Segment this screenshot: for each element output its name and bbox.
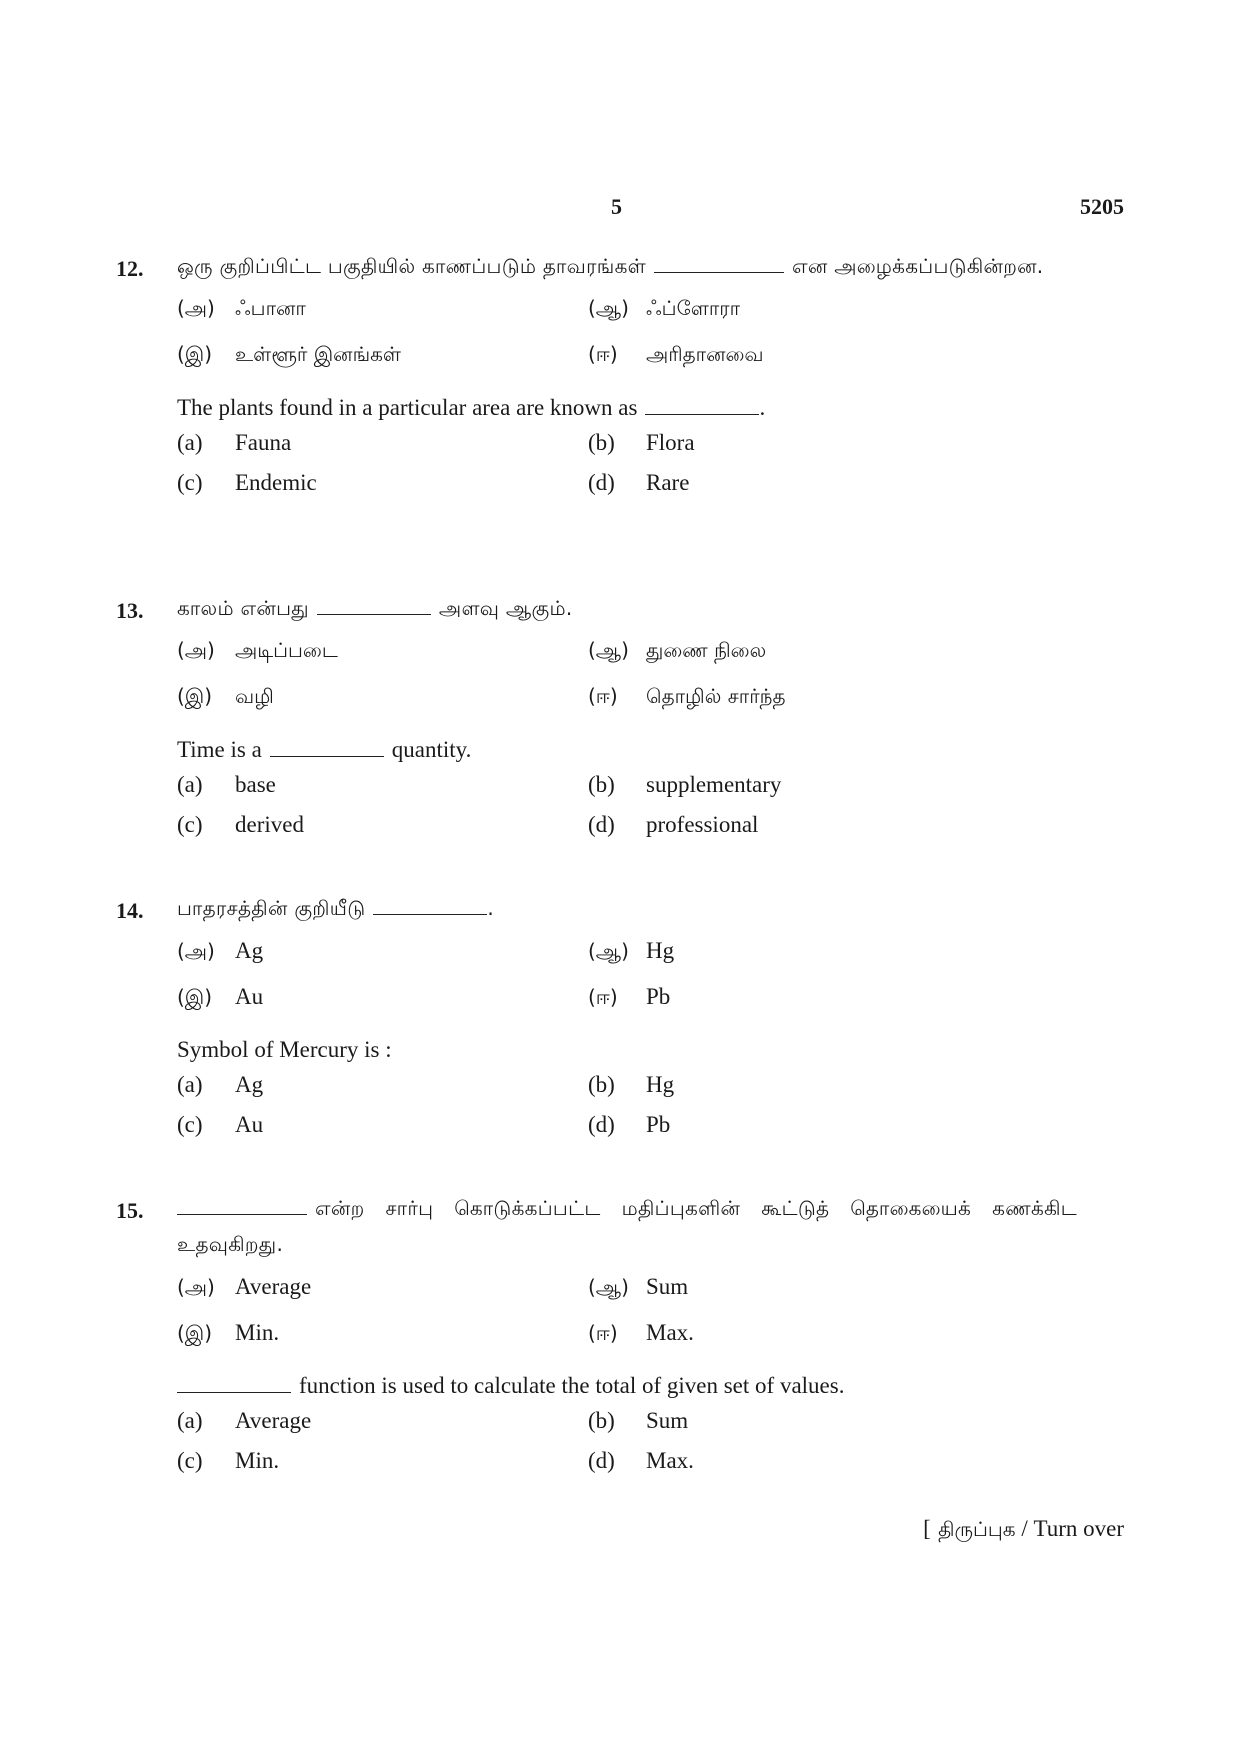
option-label: (ஈ) <box>588 985 618 1009</box>
option-label: (இ) <box>177 342 213 366</box>
option-text: ஃபானா <box>235 296 306 320</box>
option-label: (அ) <box>177 1275 215 1299</box>
option-text: Hg <box>646 938 675 963</box>
english-option <box>177 772 276 798</box>
option-text: Rare <box>646 470 690 495</box>
english-stem-end: quantity. <box>391 737 472 762</box>
tamil-option <box>588 684 786 711</box>
answer-blank <box>317 600 431 615</box>
tamil-option <box>588 638 766 665</box>
english-stem-end: function is used to calculate the total of given set of values. <box>299 1373 845 1398</box>
english-question-text <box>177 390 1077 426</box>
english-options-row <box>177 1072 1077 1112</box>
tamil-stem-end: அளவு ஆகும். <box>438 596 573 620</box>
option-text: ஃப்ளோரா <box>646 296 741 320</box>
tamil-stem-end: . <box>487 896 495 920</box>
option-label: (d) <box>588 470 615 495</box>
english-stem-end: . <box>759 395 766 420</box>
english-option <box>177 1112 263 1138</box>
english-options-row <box>177 1112 1077 1152</box>
option-label: (d) <box>588 1448 615 1473</box>
english-options-row <box>177 772 1077 812</box>
footer-bracket: [ <box>923 1516 931 1541</box>
option-label: (ஆ) <box>588 1275 629 1299</box>
option-label: (c) <box>177 812 203 837</box>
english-option <box>588 430 695 456</box>
option-label: (d) <box>588 812 615 837</box>
option-text: Au <box>235 984 264 1009</box>
option-label: (a) <box>177 430 203 455</box>
option-text: Hg <box>646 1072 675 1097</box>
option-label: (அ) <box>177 296 215 320</box>
question-number: 14. <box>116 898 144 923</box>
option-text: Au <box>235 1112 264 1137</box>
tamil-options-row <box>177 684 1077 730</box>
option-text: Fauna <box>235 430 292 455</box>
question-body <box>177 248 1077 510</box>
english-question-text <box>177 1368 1077 1404</box>
answer-blank <box>654 258 784 273</box>
tamil-option <box>588 1274 688 1302</box>
answer-blank <box>177 1200 307 1215</box>
option-label: (இ) <box>177 985 213 1009</box>
tamil-options-row <box>177 342 1077 388</box>
turn-over-note <box>923 1516 1124 1544</box>
tamil-options-row <box>177 984 1077 1030</box>
option-text: Pb <box>646 984 671 1009</box>
option-label: (b) <box>588 1072 615 1097</box>
option-label: (இ) <box>177 1321 213 1345</box>
option-text: Sum <box>646 1274 689 1299</box>
option-text: Max. <box>646 1320 694 1345</box>
tamil-option <box>588 1320 694 1348</box>
option-text: உள்ளூர் இனங்கள் <box>235 342 401 366</box>
option-label: (c) <box>177 470 203 495</box>
tamil-option <box>588 342 764 369</box>
english-option <box>588 1072 674 1098</box>
option-text: Max. <box>646 1448 694 1473</box>
english-options-row <box>177 1448 1077 1488</box>
question-number: 12. <box>116 256 144 281</box>
tamil-stem-start: பாதரசத்தின் குறியீடு <box>177 896 366 920</box>
option-text: அரிதானவை <box>646 342 764 366</box>
option-text: துணை நிலை <box>646 638 767 662</box>
english-option <box>177 470 317 496</box>
option-label: (ஈ) <box>588 1321 618 1345</box>
option-label: (b) <box>588 1408 615 1433</box>
answer-blank <box>270 742 384 757</box>
tamil-stem-start: ஒரு குறிப்பிட்ட பகுதியில் காணப்படும் தாவரங்கள் <box>177 254 647 278</box>
question-number: 15. <box>116 1198 144 1223</box>
tamil-options-row <box>177 638 1077 684</box>
option-label: (அ) <box>177 638 215 662</box>
question-body <box>177 1190 1077 1488</box>
tamil-options-row <box>177 938 1077 984</box>
page-number: 5 <box>611 194 622 219</box>
option-text: Min. <box>235 1320 280 1345</box>
english-stem-start: The plants found in a particular area are known as <box>177 395 638 420</box>
tamil-option <box>588 938 674 966</box>
option-label: (ஆ) <box>588 296 629 320</box>
english-options-row <box>177 1408 1077 1448</box>
option-text: அடிப்படை <box>235 638 338 662</box>
english-option <box>177 1448 279 1474</box>
english-option <box>588 772 781 798</box>
english-option <box>588 1448 694 1474</box>
paper-code: 5205 <box>1080 194 1124 219</box>
tamil-option <box>588 984 670 1012</box>
option-label: (ஆ) <box>588 939 629 963</box>
english-option <box>177 430 291 456</box>
option-text: supplementary <box>646 772 782 797</box>
tamil-options-row <box>177 296 1077 342</box>
option-text: தொழில் சார்ந்த <box>646 684 786 708</box>
tamil-stem-end: என அழைக்கப்படுகின்றன. <box>792 254 1044 278</box>
english-option <box>588 1112 670 1138</box>
english-option <box>588 812 758 838</box>
option-label: (ஈ) <box>588 342 618 366</box>
option-label: (b) <box>588 430 615 455</box>
english-option <box>177 812 304 838</box>
option-label: (c) <box>177 1112 203 1137</box>
option-text: Flora <box>646 430 695 455</box>
option-text: Ag <box>235 938 264 963</box>
tamil-question-text <box>177 1190 1077 1262</box>
option-text: Ag <box>235 1072 264 1097</box>
tamil-options-row <box>177 1274 1077 1320</box>
option-label: (இ) <box>177 684 213 708</box>
tamil-option <box>177 984 263 1012</box>
answer-blank <box>177 1378 291 1393</box>
english-option <box>588 470 689 496</box>
option-text: வழி <box>235 684 274 708</box>
english-stem-start: Symbol of Mercury is : <box>177 1037 392 1062</box>
english-option <box>177 1408 311 1434</box>
tamil-stem-start: காலம் என்பது <box>177 596 309 620</box>
question-body <box>177 890 1077 1152</box>
option-label: (d) <box>588 1112 615 1137</box>
tamil-option <box>177 638 338 665</box>
option-text: base <box>235 772 276 797</box>
option-label: (a) <box>177 1408 203 1433</box>
option-text: Endemic <box>235 470 317 495</box>
option-label: (ஆ) <box>588 638 629 662</box>
option-text: Average <box>235 1408 312 1433</box>
answer-blank <box>373 900 487 915</box>
tamil-option <box>177 1320 279 1348</box>
tamil-question-text <box>177 248 1077 284</box>
footer-english: Turn over <box>1033 1516 1124 1541</box>
option-text: derived <box>235 812 304 837</box>
question-number: 13. <box>116 598 144 623</box>
tamil-question-text <box>177 590 1077 626</box>
english-options-row <box>177 812 1077 852</box>
tamil-stem-end: என்ற சார்பு கொடுக்கப்பட்ட மதிப்புகளின் கூட்டுத் தொகையைக் கணக்கிட உதவுகிறது. <box>177 1196 1077 1256</box>
option-text: Min. <box>235 1448 280 1473</box>
option-text: Average <box>235 1274 312 1299</box>
option-text: Sum <box>646 1408 689 1433</box>
answer-blank <box>645 400 759 415</box>
tamil-option <box>177 296 306 323</box>
tamil-question-text <box>177 890 1077 926</box>
tamil-options-row <box>177 1320 1077 1366</box>
option-text: professional <box>646 812 759 837</box>
option-text: Pb <box>646 1112 671 1137</box>
footer-tamil: திருப்புக <box>938 1517 1016 1541</box>
tamil-option <box>588 296 740 323</box>
english-stem-start: Time is a <box>177 737 262 762</box>
option-label: (b) <box>588 772 615 797</box>
option-label: (c) <box>177 1448 203 1473</box>
option-label: (a) <box>177 1072 203 1097</box>
english-option <box>588 1408 688 1434</box>
tamil-option <box>177 1274 311 1302</box>
tamil-option <box>177 342 401 369</box>
option-label: (அ) <box>177 939 215 963</box>
question-body <box>177 590 1077 852</box>
english-options-row <box>177 470 1077 510</box>
english-question-text <box>177 1032 1077 1068</box>
tamil-option <box>177 684 274 711</box>
tamil-option <box>177 938 263 966</box>
option-label: (a) <box>177 772 203 797</box>
english-question-text <box>177 732 1077 768</box>
english-option <box>177 1072 263 1098</box>
footer-separator: / <box>1015 1516 1034 1541</box>
option-label: (ஈ) <box>588 684 618 708</box>
english-options-row <box>177 430 1077 470</box>
